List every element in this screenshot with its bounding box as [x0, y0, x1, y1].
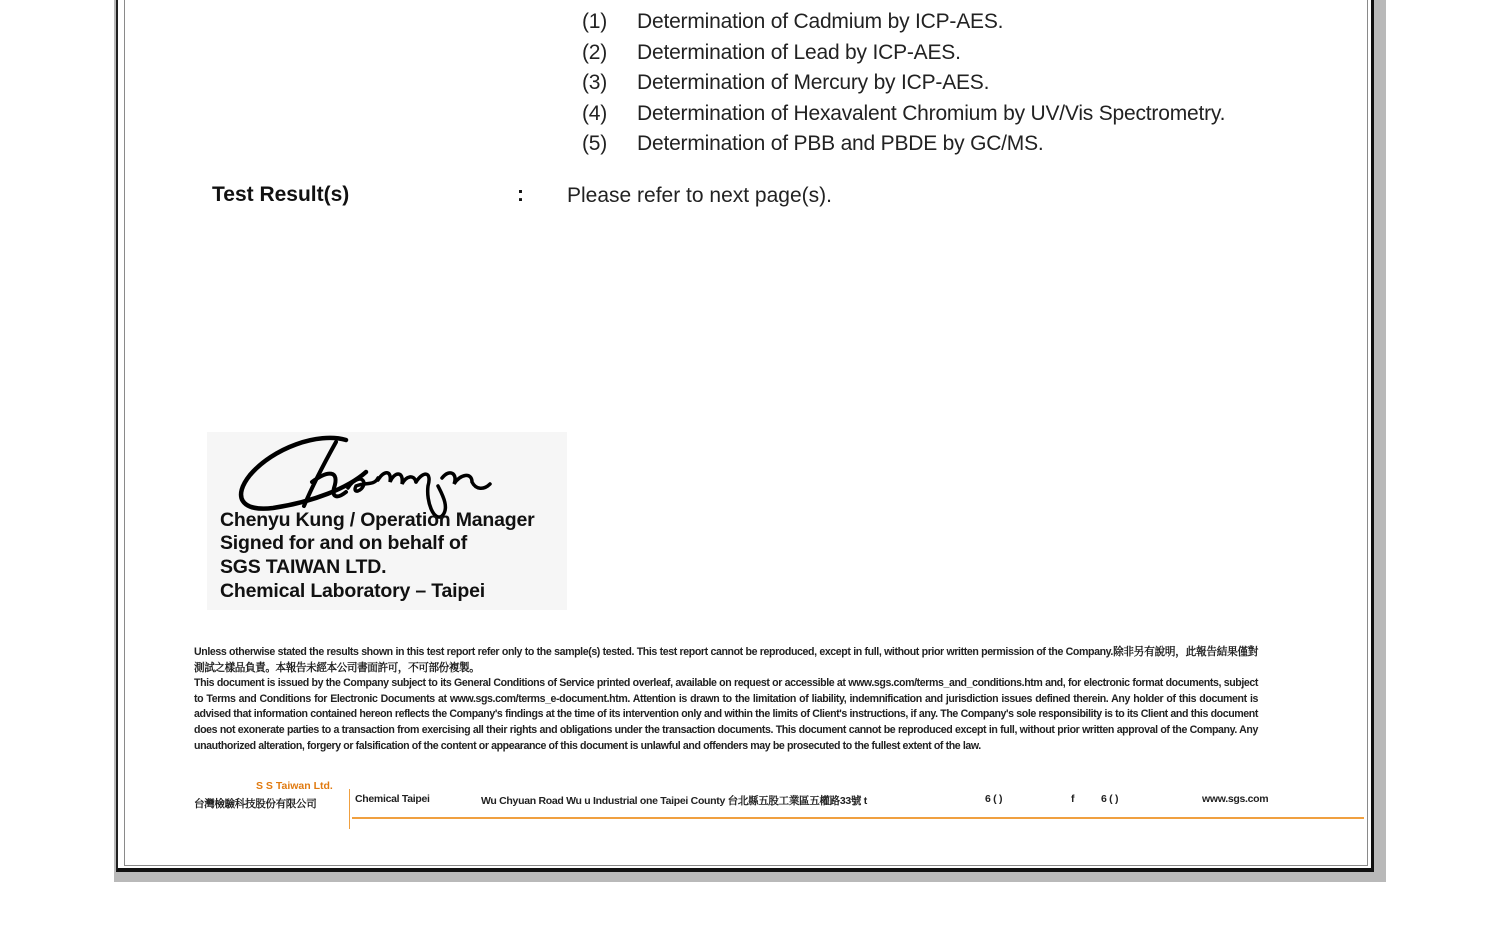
- footer-website: www.sgs.com: [1202, 793, 1269, 805]
- footer-address: Wu Chyuan Road Wu u Industrial one Taipei County 台北縣五股工業區五權路33號 t: [481, 795, 867, 807]
- footer-tel: 6 ( ): [985, 793, 1003, 805]
- method-number: (1): [582, 10, 608, 33]
- footer-fax-label: f: [1071, 793, 1075, 805]
- footer-lab: Chemical Taipei: [355, 793, 430, 805]
- test-result-colon: :: [517, 183, 524, 206]
- disclaimer-paragraph: Unless otherwise stated the results shown in this test report refer only to the sample(s) tested. This test report cannot be reproduced, except in full, without prior written permission of the Company.除非另有說明，此報告結果僅對測試之樣品負責。本報告未經本公司書面許可，不可部份複製。: [194, 646, 1258, 674]
- method-item: [582, 10, 1003, 34]
- footer-fax: 6 ( ): [1101, 793, 1119, 805]
- method-item: [582, 102, 1225, 126]
- disclaimer-paragraph: This document is issued by the Company subject to its General Conditions of Service printed overleaf, available on request or accessible at www.sgs.com/terms_and_conditions.htm and, for electronic format documents, subject to Terms and Conditions for Electronic Documents at www.sgs.com/terms_e-document.htm. Attention is drawn to the limitation of liability, indemnification and jurisdiction issues defined therein. Any holder of this document is advised that information contained hereon reflects the Company's findings at the time of its intervention only and within the limits of Client's instructions, if any. The Company's sole responsibility is to its Client and this document does not exonerate parties to a transaction from exercising all their rights and obligations under the transaction documents. This document cannot be reproduced except in full, without prior written approval of the Company. Any unauthorized alteration, forgery or falsification of the content or appearance of this document is unlawful and offenders may be prosecuted to the fullest extent of the law.: [194, 677, 1258, 752]
- method-number: (2): [582, 41, 608, 64]
- method-text: Determination of Hexavalent Chromium by UV/Vis Spectrometry.: [637, 102, 1226, 125]
- signed-on-behalf: Signed for and on behalf of: [220, 532, 468, 554]
- footer-brand: S S Taiwan Ltd.: [256, 780, 333, 792]
- method-item: [582, 132, 1044, 156]
- signatory-name: Chenyu Kung / Operation Manager: [220, 509, 535, 531]
- method-item: [582, 71, 989, 95]
- method-item: [582, 41, 961, 65]
- footer-rule: [352, 817, 1364, 819]
- test-result-value: Please refer to next page(s).: [567, 184, 832, 207]
- method-text: Determination of Mercury by ICP-AES.: [637, 71, 990, 94]
- signatory-company: SGS TAIWAN LTD.: [220, 556, 387, 578]
- method-number: (4): [582, 102, 608, 125]
- method-number: (3): [582, 71, 608, 94]
- method-text: Determination of Cadmium by ICP-AES.: [637, 10, 1004, 33]
- method-text: Determination of PBB and PBDE by GC/MS.: [637, 132, 1044, 155]
- test-result-label: Test Result(s): [212, 183, 350, 206]
- method-number: (5): [582, 132, 608, 155]
- signatory-lab: Chemical Laboratory – Taipei: [220, 580, 485, 602]
- disclaimer: [194, 645, 1258, 754]
- method-text: Determination of Lead by ICP-AES.: [637, 41, 961, 64]
- footer-divider: [349, 789, 350, 829]
- footer-chinese-name: 台灣檢驗科技股份有限公司: [194, 798, 317, 810]
